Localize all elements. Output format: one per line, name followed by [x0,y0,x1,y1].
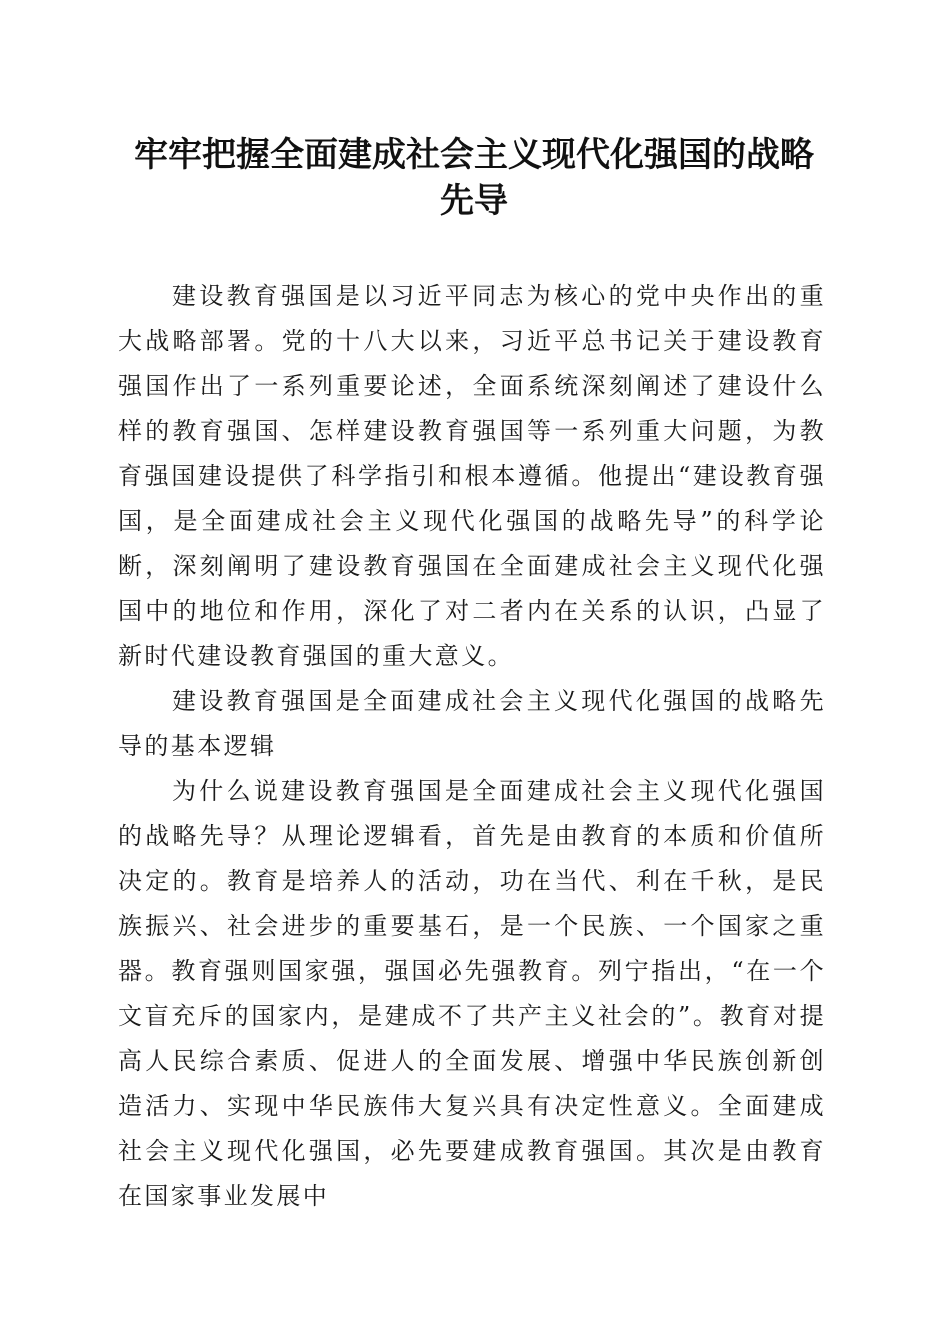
paragraph-section-heading: 建设教育强国是全面建成社会主义现代化强国的战略先导的基本逻辑 [118,687,826,760]
document-body [118,274,826,1219]
paragraph-logic: 为什么说建设教育强国是全面建成社会主义现代化强国的战略先导？从理论逻辑看，首先是由教育的本质和价值所决定的。教育是培养人的活动，功在当代、利在千秋，是民族振兴、社会进步的重要基石，是一个民族、一个国家之重器。教育强则国家强，强国必先强教育。列宁指出，“在一个文盲充斥的国家内，是建成不了共产主义社会的”。教育对提高人民综合素质、促进人的全面发展、增强中华民族创新创造活力、实现中华民族伟大复兴具有决定性意义。全面建成社会主义现代化强国，必先要建成教育强国。其次是由教育在国家事业发展中 [118,777,826,1210]
document-title: 牢牢把握全面建成社会主义现代化强国的战略先导 [134,135,814,221]
paragraph-intro: 建设教育强国是以习近平同志为核心的党中央作出的重大战略部署。党的十八大以来，习近平总书记关于建设教育强国作出了一系列重要论述，全面系统深刻阐述了建设什么样的教育强国、怎样建设教育强国等一系列重大问题，为教育强国建设提供了科学指引和根本遵循。他提出“建设教育强国，是全面建成社会主义现代化强国的战略先导”的科学论断，深刻阐明了建设教育强国在全面建成社会主义现代化强国中的地位和作用，深化了对二者内在关系的认识，凸显了新时代建设教育强国的重大意义。 [118,282,826,670]
